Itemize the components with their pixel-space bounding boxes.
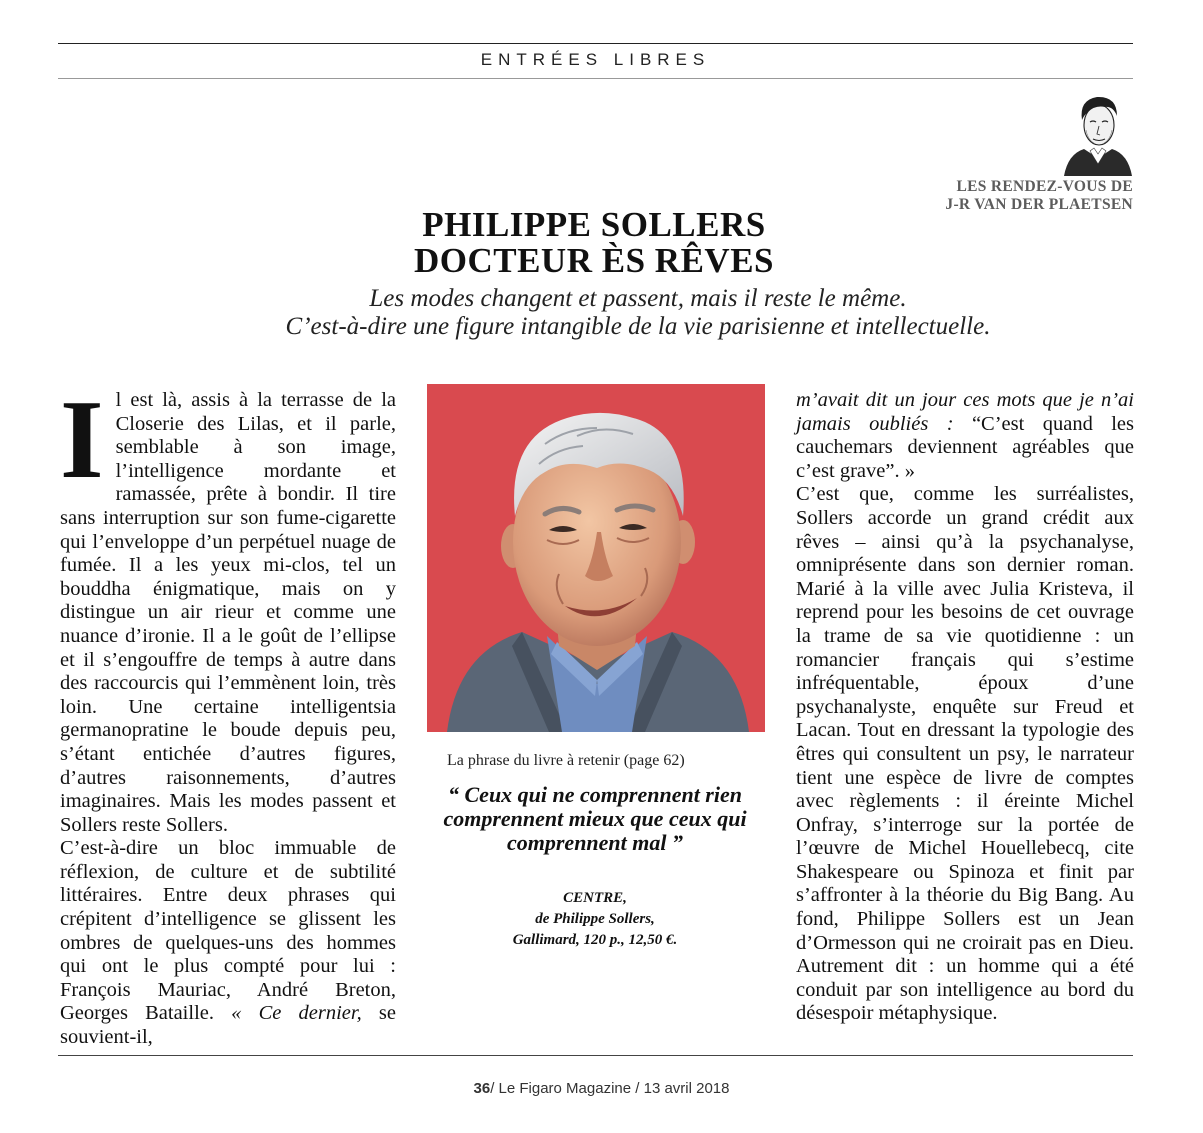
paragraph-text: se souvient-il, (60, 1002, 396, 1049)
pull-quote: “ Ceux qui ne comprennent rien comprennent mieux que ceux qui comprennent mal ” (443, 782, 747, 855)
section-label: ENTRÉES LIBRES (480, 50, 711, 69)
article-paragraph (60, 837, 396, 1049)
columnist-portrait (1062, 88, 1134, 176)
book-author: de Philippe Sollers, (535, 911, 655, 927)
headline-line2: DOCTEUR ÈS RÊVES (413, 241, 775, 280)
section-rule-bottom (58, 78, 1133, 79)
book-publisher: Gallimard, 120 p., 12,50 €. (512, 932, 678, 948)
dek (0, 285, 1203, 341)
page-footer (0, 1080, 1203, 1097)
quote-start: « Ce dernier, (231, 1002, 362, 1025)
book-illustration (427, 384, 765, 732)
page-number: 36 (473, 1080, 491, 1097)
footer-rule (58, 1055, 1133, 1056)
article-column-left (60, 378, 396, 1050)
article-paragraph (60, 378, 396, 837)
book-caption-label: La phrase du livre à retenir (page 62) (447, 752, 685, 769)
headline-line1: PHILIPPE SOLLERS (422, 205, 766, 244)
paragraph-text: C’est-à-dire un bloc immuable de réflexion, de culture et de subtilité littéraires. Entre deux phrases qui crépitent d’intelligence se glissent les ombres de quelques-uns des hommes qui ont le plus compté pour lui : François Mauriac, André Breton, Georges Bataille. (60, 837, 396, 1025)
section-rule-top (58, 43, 1133, 44)
dek-line2: C’est-à-dire une figure intangible de la vie parisienne et intellectuelle. (285, 313, 991, 340)
columnist-line2: J-R VAN DER PLAETSEN (945, 196, 1133, 213)
dek-line1: Les modes changent et passent, mais il reste le même. (369, 285, 907, 312)
quote-italic: m’avait dit un jour ces mots que je n’ai jamais oubliés : (796, 389, 1134, 435)
drop-cap: I (60, 378, 104, 502)
article-column-right (796, 389, 1134, 1026)
paragraph-text: “C’est quand les cauchemars deviennent agréables que c’est grave”. » (796, 412, 1134, 482)
headline (0, 207, 1188, 279)
paragraph-text: l est là, assis à la terrasse de la Closerie des Lilas, et il parle, semblable à son image, l’intelligence mordante et ramassée, prête à bondir. Il tire sans interruption sur son fume-cigarette qui l’enveloppe d’un perpétuel nuage de fumée. Il a les yeux mi-clos, tel un bouddha énigmatique, mais on y distingue un air rieur et comme une nuance d’ironie. Il a le goût de l’ellipse et il s’engouffre de temps à autre dans des raccourcis qui l’emmènent loin, très loin. Une certaine intelligentsia germanopratine le boude depuis peu, s’étant entichée d’autres figures, d’autres raisonnements, d’autres imaginaires. Mais les modes passent et Sollers reste Sollers. (60, 389, 396, 836)
columnist-line1: LES RENDEZ-VOUS DE (956, 178, 1133, 195)
article-paragraph (796, 389, 1134, 483)
book-title: CENTRE, (563, 890, 627, 906)
book-reference (420, 888, 770, 951)
footer-text: / Le Figaro Magazine / 13 avril 2018 (490, 1080, 730, 1097)
article-paragraph: C’est que, comme les surréalistes, Sollers accorde un grand crédit aux rêves – ainsi qu’à la psychanalyse, omniprésente dans son dernier roman. Marié à la ville avec Julia Kristeva, il reprend pour les besoins de cet ouvrage la trame de sa vie quotidienne : un romancier français qui s’estime infréquentable, époux d’une psychanalyste, enquête sur Freud et Lacan. Tout en dressant la typologie des êtres qui consultent un psy, le narrateur tient une espèce de livre de comptes avec règlements : il éreinte Michel Onfray, s’interroge sur la portée de l’œuvre de Michel Houellebecq, cite Shakespeare ou Spinoza et finit par s’affronter à la théorie du Big Bang. Au fond, Philippe Sollers est un Jean d’Ormesson qui ne croirait pas en Dieu. Autrement dit : un homme qui a été conduit par son intelligence au bord du désespoir métaphysique. (796, 483, 1134, 1025)
